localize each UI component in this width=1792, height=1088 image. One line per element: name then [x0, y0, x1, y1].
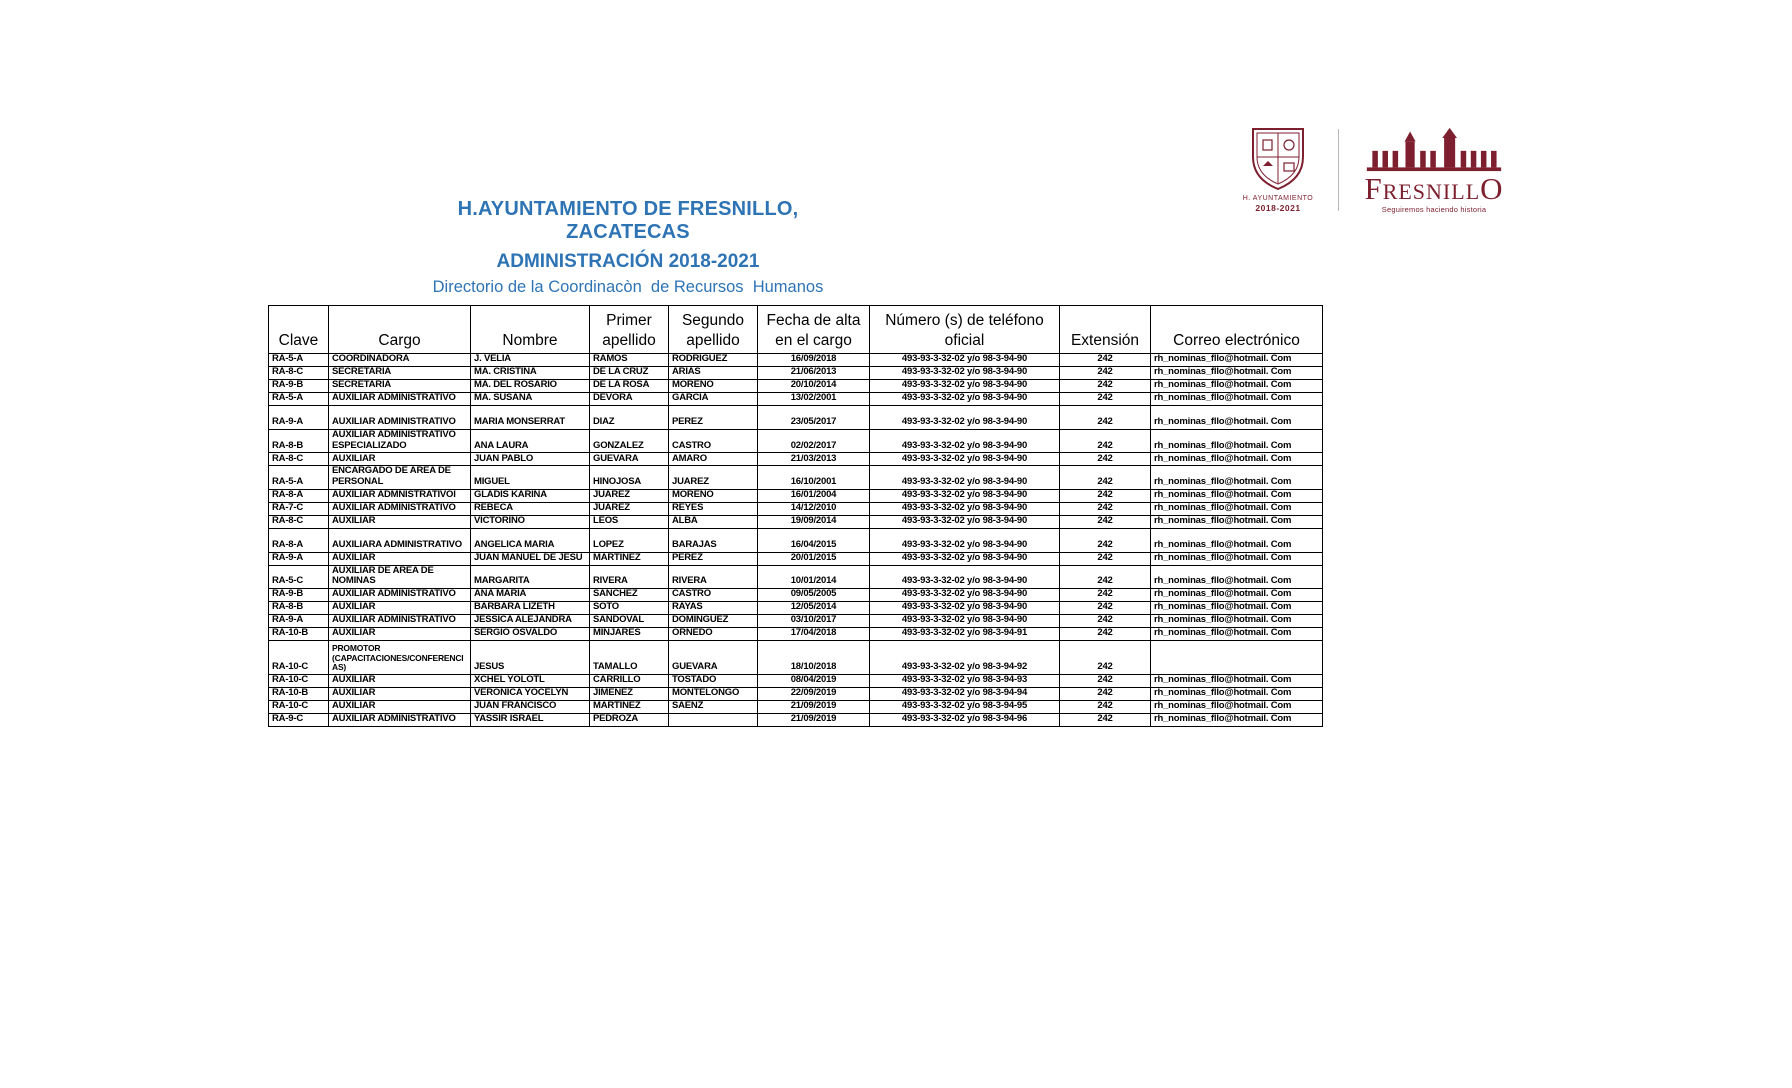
cell-ext: 242: [1060, 565, 1151, 588]
column-header-clave: Clave: [269, 306, 329, 354]
cell-correo: rh_nominas_fllo@hotmail. Com: [1151, 515, 1323, 528]
cell-fecha: 18/10/2018: [758, 640, 870, 674]
cell-telefono: 493-93-3-32-02 y/o 98-3-94-90: [870, 552, 1060, 565]
cell-segundo: RAYAS: [669, 601, 758, 614]
municipal-crest-logo: [1232, 126, 1324, 214]
cell-ext: 242: [1060, 713, 1151, 726]
cell-ext: 242: [1060, 588, 1151, 601]
cell-primer: JUAREZ: [590, 502, 669, 515]
cell-telefono: 493-93-3-32-02 y/o 98-3-94-90: [870, 515, 1060, 528]
cell-telefono: 493-93-3-32-02 y/o 98-3-94-90: [870, 430, 1060, 453]
table-row: [269, 515, 1323, 528]
cell-correo: rh_nominas_fllo@hotmail. Com: [1151, 453, 1323, 466]
cell-segundo: MONTELONGO: [669, 687, 758, 700]
crest-shield-icon: [1232, 126, 1324, 192]
cell-telefono: 493-93-3-32-02 y/o 98-3-94-90: [870, 453, 1060, 466]
cell-cargo: AUXILIAR: [329, 552, 471, 565]
cell-telefono: 493-93-3-32-02 y/o 98-3-94-90: [870, 380, 1060, 393]
cell-primer: HINOJOSA: [590, 466, 669, 489]
cell-telefono: 493-93-3-32-02 y/o 98-3-94-90: [870, 601, 1060, 614]
cell-primer: SANCHEZ: [590, 588, 669, 601]
cell-nombre: VERONICA YOCELYN: [471, 687, 590, 700]
cell-clave: RA-10-C: [269, 640, 329, 674]
cell-primer: GUEVARA: [590, 453, 669, 466]
cell-primer: MARTINEZ: [590, 552, 669, 565]
cell-correo: rh_nominas_fllo@hotmail. Com: [1151, 687, 1323, 700]
cell-primer: SANDOVAL: [590, 614, 669, 627]
column-header-cargo: Cargo: [329, 306, 471, 354]
cell-fecha: 13/02/2001: [758, 393, 870, 406]
cell-segundo: ALBA: [669, 515, 758, 528]
cell-telefono: 493-93-3-32-02 y/o 98-3-94-90: [870, 565, 1060, 588]
table-row: [269, 528, 1323, 552]
column-header-telefono: Número (s) de teléfono oficial: [870, 306, 1060, 354]
cell-segundo: PEREZ: [669, 406, 758, 430]
cell-cargo: AUXILIAR ADMINISTRATIVO: [329, 502, 471, 515]
cell-clave: RA-8-C: [269, 453, 329, 466]
cell-primer: GONZALEZ: [590, 430, 669, 453]
cell-correo: rh_nominas_fllo@hotmail. Com: [1151, 489, 1323, 502]
cell-ext: 242: [1060, 502, 1151, 515]
cell-cargo: AUXILIAR ADMINISTRATIVO: [329, 393, 471, 406]
fresnillo-wordmark: FresnillO: [1364, 171, 1504, 207]
title-line-3: Directorio de la Coordinacòn de Recursos Humanos: [432, 278, 824, 296]
cell-segundo: REYES: [669, 502, 758, 515]
cell-ext: 242: [1060, 700, 1151, 713]
cell-clave: RA-10-B: [269, 687, 329, 700]
cell-cargo: ENCARGADO DE AREA DE PERSONAL: [329, 466, 471, 489]
cell-clave: RA-5-A: [269, 466, 329, 489]
cell-correo: rh_nominas_fllo@hotmail. Com: [1151, 380, 1323, 393]
column-header-segundo: Segundo apellido: [669, 306, 758, 354]
cell-correo: [1151, 640, 1323, 674]
cell-telefono: 493-93-3-32-02 y/o 98-3-94-90: [870, 367, 1060, 380]
cell-correo: rh_nominas_fllo@hotmail. Com: [1151, 700, 1323, 713]
cell-nombre: ANA LAURA: [471, 430, 590, 453]
cell-cargo: AUXILIAR: [329, 453, 471, 466]
table-header-row: [269, 306, 1323, 354]
cell-ext: 242: [1060, 627, 1151, 640]
cell-nombre: REBECA: [471, 502, 590, 515]
table-row: [269, 406, 1323, 430]
cell-fecha: 12/05/2014: [758, 601, 870, 614]
cell-correo: rh_nominas_fllo@hotmail. Com: [1151, 466, 1323, 489]
cell-telefono: 493-93-3-32-02 y/o 98-3-94-93: [870, 674, 1060, 687]
cell-primer: DE LA CRUZ: [590, 367, 669, 380]
cell-correo: rh_nominas_fllo@hotmail. Com: [1151, 393, 1323, 406]
cell-correo: rh_nominas_fllo@hotmail. Com: [1151, 406, 1323, 430]
cell-ext: 242: [1060, 515, 1151, 528]
cell-telefono: 493-93-3-32-02 y/o 98-3-94-90: [870, 502, 1060, 515]
cell-telefono: 493-93-3-32-02 y/o 98-3-94-92: [870, 640, 1060, 674]
cell-fecha: 16/04/2015: [758, 528, 870, 552]
cell-correo: rh_nominas_fllo@hotmail. Com: [1151, 367, 1323, 380]
cell-nombre: JUAN FRANCISCO: [471, 700, 590, 713]
table-row: [269, 700, 1323, 713]
cell-segundo: JUAREZ: [669, 466, 758, 489]
cell-fecha: 21/09/2019: [758, 700, 870, 713]
cell-segundo: CASTRO: [669, 430, 758, 453]
cell-telefono: 493-93-3-32-02 y/o 98-3-94-90: [870, 528, 1060, 552]
cell-correo: rh_nominas_fllo@hotmail. Com: [1151, 565, 1323, 588]
table-row: [269, 354, 1323, 367]
cell-nombre: GLADIS KARINA: [471, 489, 590, 502]
cell-primer: LEOS: [590, 515, 669, 528]
column-header-nombre: Nombre: [471, 306, 590, 354]
title-line-1: H.AYUNTAMIENTO DE FRESNILLO, ZACATECAS: [457, 198, 799, 243]
cell-cargo: AUXILIAR: [329, 700, 471, 713]
cell-cargo: AUXILIAR ADMINISTRATIVO: [329, 614, 471, 627]
table-row: [269, 466, 1323, 489]
cell-correo: rh_nominas_fllo@hotmail. Com: [1151, 552, 1323, 565]
cell-fecha: 21/06/2013: [758, 367, 870, 380]
cell-ext: 242: [1060, 367, 1151, 380]
cell-segundo: MORENO: [669, 489, 758, 502]
column-header-primer: Primer apellido: [590, 306, 669, 354]
cell-nombre: YASSIR ISRAEL: [471, 713, 590, 726]
cell-nombre: MIGUEL: [471, 466, 590, 489]
cell-correo: rh_nominas_fllo@hotmail. Com: [1151, 713, 1323, 726]
cell-segundo: TOSTADO: [669, 674, 758, 687]
cell-primer: LOPEZ: [590, 528, 669, 552]
cell-cargo: AUXILIAR ADMINISTRATIVO: [329, 588, 471, 601]
cell-segundo: GARCIA: [669, 393, 758, 406]
cell-telefono: 493-93-3-32-02 y/o 98-3-94-90: [870, 588, 1060, 601]
cell-clave: RA-7-C: [269, 502, 329, 515]
table-row: [269, 367, 1323, 380]
cell-fecha: 14/12/2010: [758, 502, 870, 515]
cell-clave: RA-8-B: [269, 601, 329, 614]
cell-primer: MARTINEZ: [590, 700, 669, 713]
cell-clave: RA-8-C: [269, 515, 329, 528]
table-row: [269, 640, 1323, 674]
cell-primer: RIVERA: [590, 565, 669, 588]
directory-table: [268, 305, 1323, 727]
cell-primer: CARRILLO: [590, 674, 669, 687]
cell-clave: RA-5-A: [269, 354, 329, 367]
cell-segundo: GUEVARA: [669, 640, 758, 674]
cell-cargo: PROMOTOR (CAPACITACIONES/CONFERENCIAS): [329, 640, 471, 674]
cell-nombre: SERGIO OSVALDO: [471, 627, 590, 640]
cell-correo: rh_nominas_fllo@hotmail. Com: [1151, 528, 1323, 552]
cell-segundo: AMARO: [669, 453, 758, 466]
cell-nombre: JESSICA ALEJANDRA: [471, 614, 590, 627]
fresnillo-building-icon: [1355, 126, 1513, 172]
cell-cargo: AUXILIAR: [329, 515, 471, 528]
cell-primer: DE LA ROSA: [590, 380, 669, 393]
cell-nombre: ANGELICA MARIA: [471, 528, 590, 552]
cell-primer: JUAREZ: [590, 489, 669, 502]
cell-primer: MINJARES: [590, 627, 669, 640]
cell-ext: 242: [1060, 552, 1151, 565]
cell-nombre: JESUS: [471, 640, 590, 674]
column-header-fecha: Fecha de alta en el cargo: [758, 306, 870, 354]
table-header: [269, 306, 1323, 354]
cell-cargo: AUXILIAR DE AREA DE NOMINAS: [329, 565, 471, 588]
cell-nombre: MA. DEL ROSARIO: [471, 380, 590, 393]
cell-correo: rh_nominas_fllo@hotmail. Com: [1151, 430, 1323, 453]
cell-cargo: AUXILIAR ADMINISTRATIVO ESPECIALIZADO: [329, 430, 471, 453]
cell-telefono: 493-93-3-32-02 y/o 98-3-94-90: [870, 406, 1060, 430]
cell-fecha: 17/04/2018: [758, 627, 870, 640]
cell-ext: 242: [1060, 406, 1151, 430]
cell-segundo: RODRIGUEZ: [669, 354, 758, 367]
table-row: [269, 502, 1323, 515]
cell-telefono: 493-93-3-32-02 y/o 98-3-94-94: [870, 687, 1060, 700]
cell-correo: rh_nominas_fllo@hotmail. Com: [1151, 627, 1323, 640]
cell-fecha: 21/09/2019: [758, 713, 870, 726]
cell-nombre: MA. SUSANA: [471, 393, 590, 406]
cell-ext: 242: [1060, 614, 1151, 627]
cell-fecha: 16/01/2004: [758, 489, 870, 502]
table-row: [269, 430, 1323, 453]
cell-segundo: SAENZ: [669, 700, 758, 713]
cell-fecha: 08/04/2019: [758, 674, 870, 687]
cell-correo: rh_nominas_fllo@hotmail. Com: [1151, 354, 1323, 367]
cell-ext: 242: [1060, 601, 1151, 614]
cell-telefono: 493-93-3-32-02 y/o 98-3-94-90: [870, 393, 1060, 406]
cell-fecha: 02/02/2017: [758, 430, 870, 453]
cell-nombre: MA. CRISTINA: [471, 367, 590, 380]
cell-correo: rh_nominas_fllo@hotmail. Com: [1151, 614, 1323, 627]
cell-cargo: COORDINADORA: [329, 354, 471, 367]
cell-ext: 242: [1060, 393, 1151, 406]
cell-cargo: SECRETARIA: [329, 367, 471, 380]
cell-primer: DIAZ: [590, 406, 669, 430]
cell-clave: RA-9-B: [269, 380, 329, 393]
cell-nombre: MARGARITA: [471, 565, 590, 588]
cell-correo: rh_nominas_fllo@hotmail. Com: [1151, 588, 1323, 601]
cell-clave: RA-8-C: [269, 367, 329, 380]
column-header-ext: Extensión: [1060, 306, 1151, 354]
cell-cargo: AUXILIAR: [329, 674, 471, 687]
cell-ext: 242: [1060, 354, 1151, 367]
table-row: [269, 601, 1323, 614]
cell-fecha: 03/10/2017: [758, 614, 870, 627]
cell-cargo: AUXILIAR ADMINISTRATIVO: [329, 406, 471, 430]
cell-segundo: BARAJAS: [669, 528, 758, 552]
cell-primer: JIMENEZ: [590, 687, 669, 700]
cell-clave: RA-10-B: [269, 627, 329, 640]
cell-telefono: 493-93-3-32-02 y/o 98-3-94-95: [870, 700, 1060, 713]
cell-segundo: ARIAS: [669, 367, 758, 380]
cell-clave: RA-9-C: [269, 713, 329, 726]
cell-clave: RA-5-A: [269, 393, 329, 406]
cell-clave: RA-5-C: [269, 565, 329, 588]
cell-clave: RA-9-A: [269, 552, 329, 565]
cell-nombre: XCHEL YOLOTL: [471, 674, 590, 687]
cell-cargo: AUXILIAR: [329, 687, 471, 700]
cell-fecha: 19/09/2014: [758, 515, 870, 528]
cell-fecha: 22/09/2019: [758, 687, 870, 700]
table-row: [269, 552, 1323, 565]
table-row: [269, 588, 1323, 601]
cell-cargo: SECRETARIA: [329, 380, 471, 393]
cell-fecha: 10/01/2014: [758, 565, 870, 588]
cell-fecha: 16/09/2018: [758, 354, 870, 367]
cell-nombre: ANA MARIA: [471, 588, 590, 601]
cell-primer: SOTO: [590, 601, 669, 614]
cell-clave: RA-9-B: [269, 588, 329, 601]
cell-nombre: JUAN PABLO: [471, 453, 590, 466]
cell-telefono: 493-93-3-32-02 y/o 98-3-94-90: [870, 466, 1060, 489]
cell-segundo: MORENO: [669, 380, 758, 393]
cell-telefono: 493-93-3-32-02 y/o 98-3-94-90: [870, 354, 1060, 367]
cell-primer: DEVORA: [590, 393, 669, 406]
cell-primer: TAMALLO: [590, 640, 669, 674]
cell-ext: 242: [1060, 528, 1151, 552]
cell-fecha: 20/10/2014: [758, 380, 870, 393]
cell-cargo: AUXILIAR ADMINISTRATIVO: [329, 713, 471, 726]
cell-ext: 242: [1060, 466, 1151, 489]
title-line-2: ADMINISTRACIÓN 2018-2021: [496, 251, 760, 272]
cell-ext: 242: [1060, 489, 1151, 502]
cell-fecha: 20/01/2015: [758, 552, 870, 565]
cell-cargo: AUXILIAR: [329, 627, 471, 640]
cell-clave: RA-8-A: [269, 528, 329, 552]
table-row: [269, 713, 1323, 726]
table-body: [269, 354, 1323, 727]
cell-nombre: JUAN MANUEL DE JESU: [471, 552, 590, 565]
cell-nombre: BARBARA LIZETH: [471, 601, 590, 614]
cell-telefono: 493-93-3-32-02 y/o 98-3-94-96: [870, 713, 1060, 726]
cell-segundo: ORNEDO: [669, 627, 758, 640]
cell-ext: 242: [1060, 640, 1151, 674]
cell-segundo: CASTRO: [669, 588, 758, 601]
document-titles: [398, 198, 858, 297]
cell-fecha: 16/10/2001: [758, 466, 870, 489]
cell-telefono: 493-93-3-32-02 y/o 98-3-94-91: [870, 627, 1060, 640]
cell-ext: 242: [1060, 430, 1151, 453]
cell-fecha: 09/05/2005: [758, 588, 870, 601]
cell-fecha: 23/05/2017: [758, 406, 870, 430]
cell-segundo: RIVERA: [669, 565, 758, 588]
cell-clave: RA-8-A: [269, 489, 329, 502]
cell-primer: RAMOS: [590, 354, 669, 367]
logo-divider: [1338, 129, 1339, 211]
cell-clave: RA-8-B: [269, 430, 329, 453]
table-row: [269, 687, 1323, 700]
table-row: [269, 489, 1323, 502]
cell-clave: RA-9-A: [269, 614, 329, 627]
crest-caption: [1232, 194, 1324, 214]
cell-fecha: 21/03/2013: [758, 453, 870, 466]
table-row: [269, 627, 1323, 640]
fresnillo-tagline: Seguiremos haciendo historia: [1381, 205, 1487, 215]
table-row: [269, 453, 1323, 466]
cell-nombre: MARIA MONSERRAT: [471, 406, 590, 430]
cell-ext: 242: [1060, 453, 1151, 466]
crest-caption-line1: H. AYUNTAMIENTO: [1242, 195, 1314, 202]
cell-segundo: [669, 713, 758, 726]
cell-ext: 242: [1060, 674, 1151, 687]
cell-cargo: AUXILIAR ADMNISTRATIVOI: [329, 489, 471, 502]
cell-nombre: J. VELIA: [471, 354, 590, 367]
cell-correo: rh_nominas_fllo@hotmail. Com: [1151, 674, 1323, 687]
cell-telefono: 493-93-3-32-02 y/o 98-3-94-90: [870, 614, 1060, 627]
table-row: [269, 674, 1323, 687]
cell-cargo: AUXILIARA ADMINISTRATIVO: [329, 528, 471, 552]
cell-cargo: AUXILIAR: [329, 601, 471, 614]
cell-correo: rh_nominas_fllo@hotmail. Com: [1151, 502, 1323, 515]
cell-primer: PEDROZA: [590, 713, 669, 726]
table-row: [269, 380, 1323, 393]
cell-clave: RA-10-C: [269, 674, 329, 687]
cell-ext: 242: [1060, 380, 1151, 393]
cell-ext: 242: [1060, 687, 1151, 700]
cell-correo: rh_nominas_fllo@hotmail. Com: [1151, 601, 1323, 614]
column-header-correo: Correo electrónico: [1151, 306, 1323, 354]
table-row: [269, 565, 1323, 588]
cell-segundo: DOMINGUEZ: [669, 614, 758, 627]
cell-telefono: 493-93-3-32-02 y/o 98-3-94-90: [870, 489, 1060, 502]
cell-segundo: PEREZ: [669, 552, 758, 565]
table-row: [269, 614, 1323, 627]
cell-clave: RA-9-A: [269, 406, 329, 430]
table-row: [269, 393, 1323, 406]
crest-caption-line2: 2018-2021: [1255, 203, 1301, 214]
cell-nombre: VICTORINO: [471, 515, 590, 528]
cell-clave: RA-10-C: [269, 700, 329, 713]
header-logos: [1232, 126, 1513, 214]
fresnillo-logo: [1355, 126, 1513, 214]
